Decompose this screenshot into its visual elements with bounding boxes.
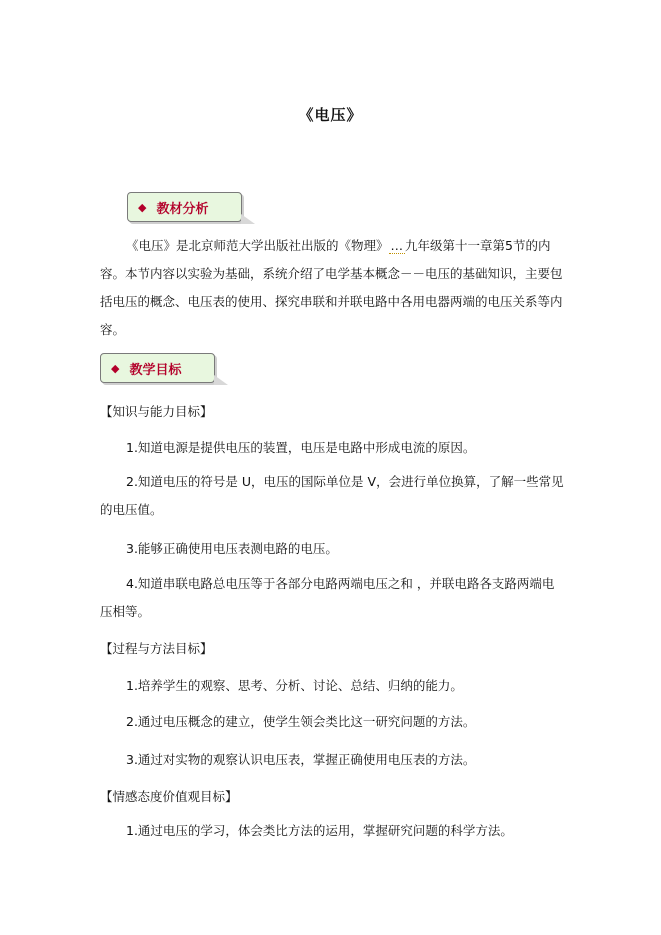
knowledge-item: 3.能够正确使用电压表测电路的电压。 [126, 541, 338, 556]
analysis-paragraph: 《电压》是北京师范大学出版社出版的《物理》 … 九年级第十一章第5节的内容。本节内容以实验为基础，系统介绍了电学基本概念－－电压的基础知识，主要包括电压的概念、电压表的使用、探究串联和并联电路中各用电器两端的电压关系等内容。 [100, 238, 563, 337]
underline-blank: … [390, 238, 404, 253]
section-tag-goals [100, 353, 215, 383]
emotion-heading: 【情感态度价值观目标】 [100, 789, 238, 804]
section-label: 教材分析 [156, 201, 209, 217]
knowledge-item: 2.知道电压的符号是 U，电压的国际单位是 V，会进行单位换算，了解一些常见的电压值。 [100, 474, 564, 517]
diamond-icon: ◆ [111, 361, 120, 375]
document-title: 《电压》 [298, 106, 363, 124]
process-item: 2.通过电压概念的建立，使学生领会类比这一研究问题的方法。 [126, 714, 476, 729]
section-tag-analysis [127, 192, 242, 222]
process-item: 3.通过对实物的观察认识电压表，掌握正确使用电压表的方法。 [126, 752, 476, 767]
section-label: 教学目标 [129, 362, 182, 378]
diamond-icon: ◆ [138, 200, 147, 214]
knowledge-item: 1.知道电源是提供电压的装置，电压是电路中形成电流的原因。 [126, 440, 476, 455]
process-item: 1.培养学生的观察、思考、分析、讨论、总结、归纳的能力。 [126, 678, 463, 693]
emotion-item: 1.通过电压的学习，体会类比方法的运用，掌握研究问题的科学方法。 [126, 823, 513, 838]
tag-fold-corner [214, 375, 228, 385]
tag-fold-corner [241, 214, 255, 224]
knowledge-heading: 【知识与能力目标】 [100, 404, 213, 419]
process-heading: 【过程与方法目标】 [100, 641, 213, 656]
knowledge-item: 4.知道串联电路总电压等于各部分电路两端电压之和 ，并联电路各支路两端电压相等。 [100, 576, 555, 619]
